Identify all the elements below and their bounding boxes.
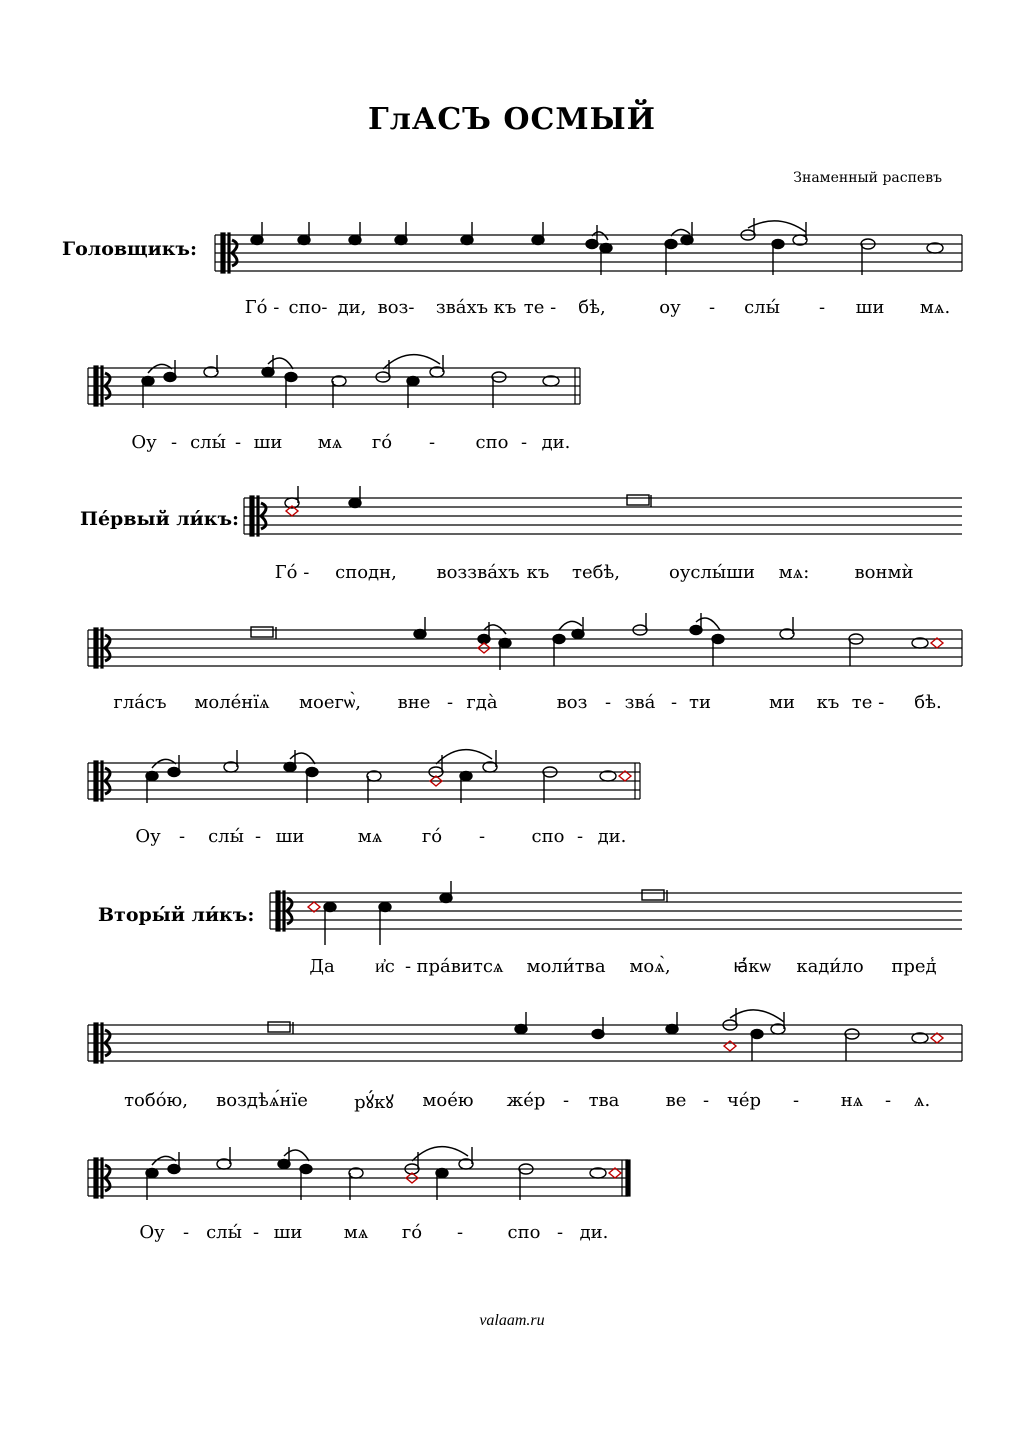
notes-system-3 [285,486,651,516]
syllable: пред̾ [891,956,937,977]
syllable: - [456,1222,464,1243]
syllable: - [178,826,186,847]
syllable: мѧ [357,826,383,847]
syllable: ти [689,692,711,713]
syllable: рꙋ́кꙋ [354,1092,394,1113]
syllable: слы́ [208,826,244,847]
chant-style-subtitle: Знаменный распевъ [793,170,942,186]
syllable: оуслы́ши [668,562,756,583]
syllable: Оу [135,826,161,847]
syllable: и҆с [375,956,395,977]
syllable: ве [665,1090,687,1111]
syllable: зва́ [624,692,656,713]
syllable: - [170,432,178,453]
syllable: - [702,1090,710,1111]
syllable: - [818,297,826,318]
syllable: мѧ: [778,562,810,583]
syllable: ѧ. [913,1090,931,1111]
slurs-system-1 [592,221,806,240]
notes-system-5 [146,750,631,803]
syllable: го́ [371,432,393,453]
page-title: ГлАСЪ ОСМЫЙ [368,102,656,137]
syllable: воз [556,692,588,713]
syllable: тебѣ, [571,562,621,583]
syllable: - [446,692,454,713]
staff-system-1 [215,233,962,273]
notes-system-1 [251,218,943,275]
syllable: моегѡ̀, [298,692,362,713]
notes-system-2 [142,355,559,408]
syllable: го́ [421,826,443,847]
slurs-system-7 [730,1010,784,1022]
syllable: - [182,1222,190,1243]
syllable: ди. [597,826,627,847]
syllable: - [404,956,412,977]
notes-system-4 [251,613,943,670]
syllable: - [478,826,486,847]
syllable: - [562,1090,570,1111]
syllable: воззва́хъ [436,562,520,583]
syllable: го́ [401,1222,423,1243]
syllable: къ [493,297,517,318]
syllable: мѧ [343,1222,369,1243]
staff-system-2 [88,366,580,406]
syllable: тва [588,1090,620,1111]
syllable: бѣ. [914,692,942,713]
syllable: къ [816,692,840,713]
syllable: ди, [337,297,367,318]
slurs-system-8 [152,1147,468,1165]
syllable: мѧ [317,432,343,453]
syllable: - [576,826,584,847]
syllable: ди. [579,1222,609,1243]
syllable: - [234,432,242,453]
part-label-second-choir: Вторы́й ли́къ: [98,904,255,926]
syllable: спо [531,826,565,847]
syllable: те - [523,297,557,318]
staff-system-4 [88,628,962,668]
syllable: моли́тва [526,956,606,977]
slurs-system-5 [152,750,492,768]
syllable: Да [309,956,335,977]
syllable: вонмѝ [854,562,914,583]
syllable: моле́нїѧ [194,692,270,713]
syllable: мѧ. [919,297,951,318]
syllable: - [254,826,262,847]
syllable: моѧ̀, [629,956,671,977]
syllable: - [670,692,678,713]
notes-system-8 [146,1147,621,1200]
syllable: ши [253,432,283,453]
notes-system-6 [308,881,667,945]
slurs-system-4 [484,618,720,634]
syllable: - [792,1090,800,1111]
syllable: гла́съ [113,692,167,713]
syllable: ши [273,1222,303,1243]
syllable: къ [526,562,550,583]
part-label-first-choir: Пе́рвый ли́къ: [80,508,240,530]
syllable: бѣ, [578,297,606,318]
syllable: - [428,432,436,453]
syllable: слы́ [744,297,780,318]
syllable: же́р [506,1090,546,1111]
syllable: спо [475,432,509,453]
syllable: слы́ [206,1222,242,1243]
syllable: спо [507,1222,541,1243]
syllable: че́р [726,1090,762,1111]
syllable: зва́хъ [435,297,489,318]
syllable: пра́витсѧ [416,956,504,977]
syllable: - [520,432,528,453]
syllable: воздѣѧ́нїе [216,1090,308,1111]
syllable: оу [659,297,681,318]
syllable: ди. [541,432,571,453]
syllable: кади́ло [796,956,864,977]
syllable: воз- [377,297,415,318]
syllable: мое́ю [422,1090,474,1111]
syllable: спо- [288,297,328,318]
syllable: ꙗ҆́кѡ [733,956,771,977]
syllable: Го́ - [274,562,310,583]
syllable: Оу [139,1222,165,1243]
syllable: те - [851,692,885,713]
syllable: - [708,297,716,318]
syllable: - [252,1222,260,1243]
staff-system-5 [88,761,640,801]
syllable: - [556,1222,564,1243]
staff-system-6 [270,891,962,931]
syllable: тобо́ю, [124,1090,188,1111]
syllable: ми [769,692,795,713]
syllable: нѧ [840,1090,864,1111]
syllable: слы́ [190,432,226,453]
syllable: ши [275,826,305,847]
syllable: Оу [131,432,157,453]
syllable: Го́ - [244,297,280,318]
syllable: сподн, [335,562,397,583]
slurs-system-2 [148,355,440,373]
syllable: гда̀ [466,692,498,713]
part-label-golovshchik: Головщикъ: [62,238,198,260]
syllable: ши [855,297,885,318]
syllable: - [604,692,612,713]
syllable: вне [397,692,431,713]
footer-source-link[interactable]: valaam.ru [479,1312,545,1329]
syllable: - [884,1090,892,1111]
